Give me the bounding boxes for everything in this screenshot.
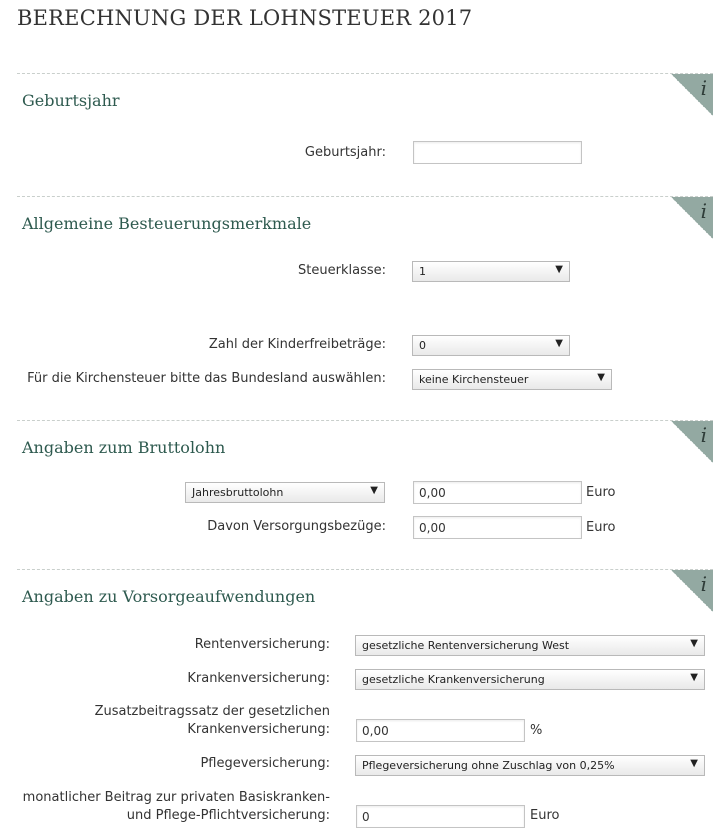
zusatzbeitragssatz-label	[95, 703, 330, 739]
section-geburtsjahr	[17, 73, 713, 193]
chevron-down-icon: ▼	[690, 758, 698, 769]
section-title-geburtsjahr: Geburtsjahr	[22, 91, 120, 110]
privat-beitrag-label-line2: und Pflege-Pflichtversicherung:	[126, 808, 330, 823]
steuerklasse-select[interactable]	[412, 261, 570, 282]
kirchensteuer-select[interactable]	[412, 369, 612, 390]
kinderfreibetraege-select[interactable]	[412, 335, 570, 356]
rentenversicherung-label: Rentenversicherung:	[194, 637, 330, 652]
info-icon: i	[700, 423, 707, 447]
rentenversicherung-select[interactable]	[355, 635, 705, 656]
kirchensteuer-value: keine Kirchensteuer	[419, 373, 529, 386]
section-title-besteuerung: Allgemeine Besteuerungsmerkmale	[22, 214, 312, 233]
bruttolohn-input[interactable]	[413, 481, 582, 504]
privat-beitrag-input[interactable]	[356, 805, 525, 828]
info-icon: i	[700, 199, 707, 223]
privat-beitrag-label	[23, 789, 330, 825]
info-button-besteuerung[interactable]	[671, 197, 713, 239]
pflegeversicherung-label: Pflegeversicherung:	[200, 756, 330, 771]
chevron-down-icon: ▼	[690, 672, 698, 683]
chevron-down-icon: ▼	[597, 372, 605, 383]
versorgungsbezuege-input[interactable]	[413, 516, 582, 539]
krankenversicherung-label: Krankenversicherung:	[187, 671, 330, 686]
page-title: BERECHNUNG DER LOHNSTEUER 2017	[17, 6, 473, 30]
privat-beitrag-unit: Euro	[530, 808, 560, 823]
geburtsjahr-input[interactable]	[413, 141, 582, 164]
kinderfreibetraege-value: 0	[419, 339, 426, 352]
section-title-bruttolohn: Angaben zum Bruttolohn	[22, 438, 226, 457]
pflegeversicherung-select[interactable]	[355, 755, 705, 776]
info-button-vorsorge[interactable]	[671, 570, 713, 612]
chevron-down-icon: ▼	[690, 638, 698, 649]
info-icon: i	[700, 76, 707, 100]
chevron-down-icon: ▼	[370, 485, 378, 496]
kinderfreibetraege-label: Zahl der Kinderfreibeträge:	[208, 337, 386, 352]
rentenversicherung-value: gesetzliche Rentenversicherung West	[362, 639, 570, 652]
info-icon: i	[700, 572, 707, 596]
chevron-down-icon: ▼	[555, 264, 563, 275]
steuerklasse-value: 1	[419, 265, 426, 278]
steuerklasse-label: Steuerklasse:	[298, 263, 386, 278]
versorgungsbezuege-unit: Euro	[586, 520, 616, 535]
bruttolohn-art-select[interactable]	[185, 482, 385, 503]
zusatzbeitragssatz-label-line2: Krankenversicherung:	[187, 722, 330, 737]
privat-beitrag-label-line1: monatlicher Beitrag zur privaten Basiskranken-	[22, 790, 330, 805]
versorgungsbezuege-label: Davon Versorgungsbezüge:	[207, 519, 386, 534]
bruttolohn-art-value: Jahresbruttolohn	[192, 486, 284, 499]
krankenversicherung-select[interactable]	[355, 669, 705, 690]
krankenversicherung-value: gesetzliche Krankenversicherung	[362, 673, 545, 686]
pflegeversicherung-value: Pflegeversicherung ohne Zuschlag von 0,25%	[362, 759, 615, 772]
chevron-down-icon: ▼	[555, 338, 563, 349]
section-title-vorsorge: Angaben zu Vorsorgeaufwendungen	[22, 587, 316, 606]
info-button-geburtsjahr[interactable]	[671, 74, 713, 116]
geburtsjahr-label: Geburtsjahr:	[304, 145, 386, 160]
zusatzbeitragssatz-unit: %	[530, 723, 543, 738]
zusatzbeitragssatz-input[interactable]	[356, 719, 525, 742]
bruttolohn-unit: Euro	[586, 485, 616, 500]
kirchensteuer-label: Für die Kirchensteuer bitte das Bundesland auswählen:	[27, 371, 386, 386]
zusatzbeitragssatz-label-line1: Zusatzbeitragssatz der gesetzlichen	[94, 704, 330, 719]
info-button-bruttolohn[interactable]	[671, 421, 713, 463]
